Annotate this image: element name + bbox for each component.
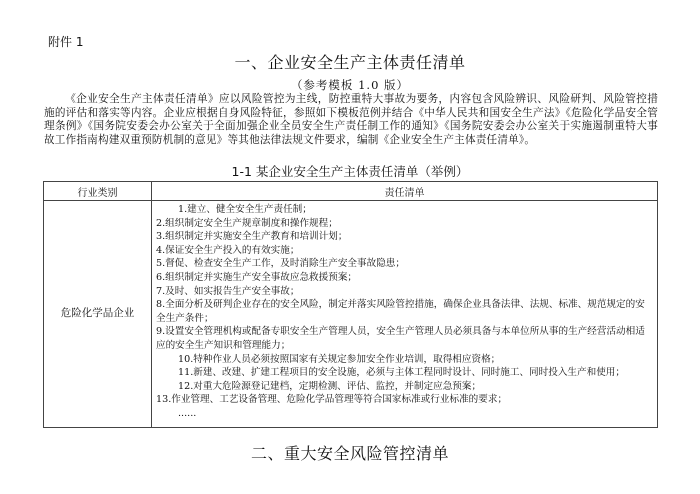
duty-item: 1.建立、健全安全生产责任制； <box>178 204 312 215</box>
duty-item: 13.作业管理、工艺设备管理、危险化学品管理等符合国家标准或行业标准的要求； <box>156 394 508 406</box>
duty-item: 2.组织制定安全生产规章制度和操作规程； <box>156 217 338 229</box>
attachment-label: 附件 1 <box>48 35 84 49</box>
duty-item: 10.特种作业人员必须按照国家有关规定参加安全作业培训，取得相应资格； <box>178 353 501 365</box>
responsibility-table <box>43 181 658 428</box>
duty-item: 5.督促、检查安全生产工作，及时消除生产安全事故隐患； <box>156 258 405 270</box>
section1-title: 一、企业安全生产主体责任清单 <box>234 53 466 72</box>
duty-item: 7.及时、如实报告生产安全事故； <box>156 285 300 297</box>
table-row <box>44 201 658 428</box>
duty-item: 4.保证安全生产投入的有效实施； <box>156 244 300 256</box>
duty-item: 6.组织制定并实施生产安全事故应急救援预案； <box>156 271 358 283</box>
duty-item: 8.全面分析及研判企业存在的安全风险，制定并落实风险管控措施，确保企业具备法律、法规、标准、规范规定的安全生产条件； <box>156 299 645 324</box>
duty-item: ...... <box>178 407 197 419</box>
template-version: （参考模板 1.0 版） <box>290 78 410 92</box>
header-duties: 责任清单 <box>152 182 658 201</box>
table-header-row <box>44 182 658 201</box>
section2-title: 二、重大安全风险管控清单 <box>250 444 449 463</box>
table-title: 1-1 某企业安全生产主体责任清单（举例） <box>231 164 469 179</box>
duty-item: 9.设置安全管理机构或配备专职安全生产管理人员，安全生产管理人员必须具备与本单位所从事的生产经营活动相适应的安全生产知识和管理能力； <box>156 326 645 351</box>
industry-cell: 危险化学品企业 <box>44 201 152 428</box>
duty-item: 12.对重大危险源登记建档，定期检测、评估、监控，并制定应急预案； <box>178 380 482 392</box>
duty-item: 11.新建、改建、扩建工程项目的安全设施，必须与主体工程同时设计、同时施工、同时投入生产和使用； <box>178 367 625 379</box>
intro-paragraph: 《企业安全生产主体责任清单》应以风险管控为主线，防控重特大事故为要务，内容包含风险辨识、风险研判、风险管控措施的评估和落实等内容。企业应根据自身风险特征，参照如下模板范例并结合《中华人民共和国安全生产法》《危险化学品安全管理条例》《国务院安委会办公室关于全面加强企业全员安全生产责任制工作的通知》《国务院安委会办公室关于实施遏制重特大事故工作指南构建双重预防机制的意见》等其他法律法规文件要求，编制《企业安全生产主体责任清单》。 <box>44 93 658 146</box>
header-industry: 行业类别 <box>44 182 152 201</box>
duties-cell <box>152 201 658 428</box>
duty-item: 3.组织制定并实施安全生产教育和培训计划； <box>156 231 348 243</box>
